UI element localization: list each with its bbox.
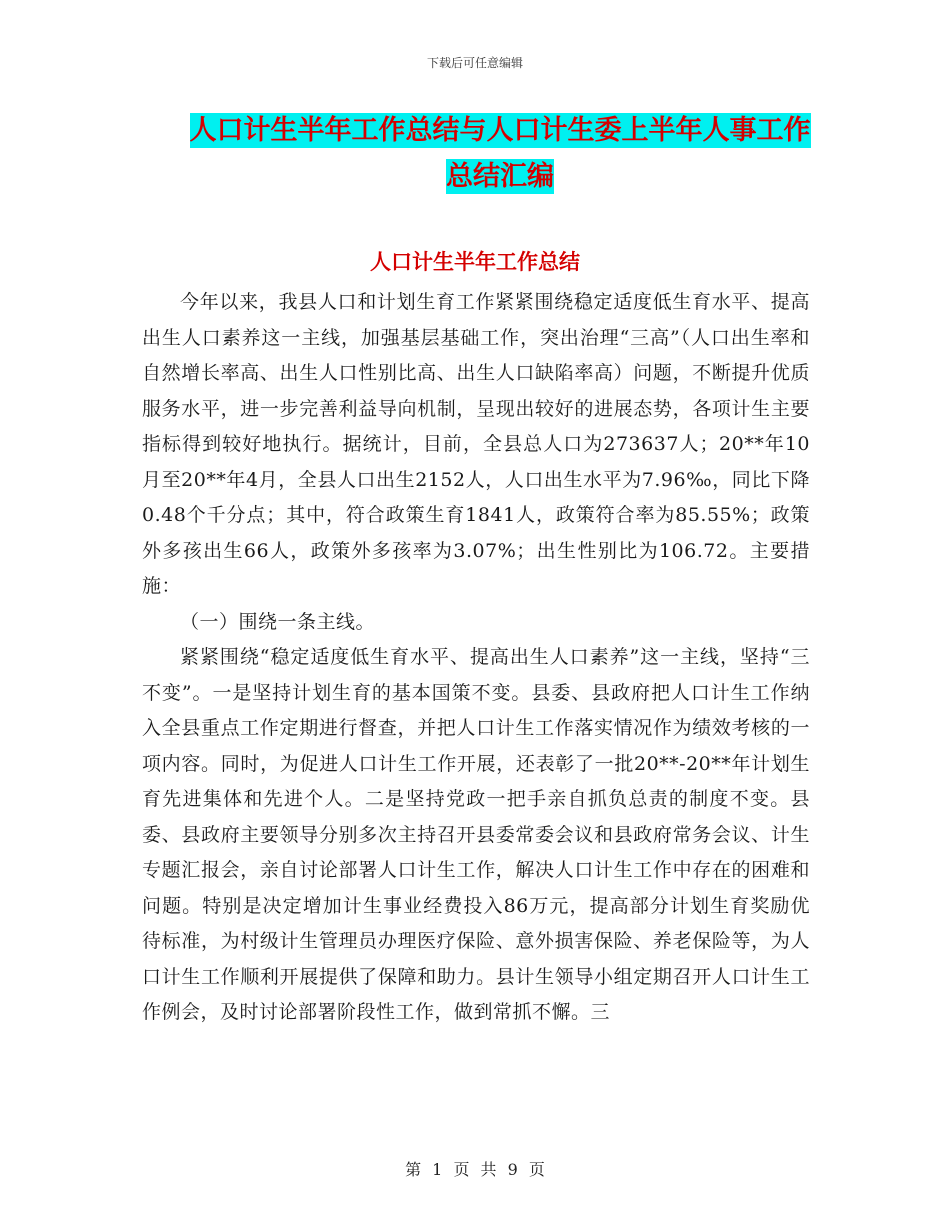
paragraph-main-line: 紧紧围绕“稳定适度低生育水平、提高出生人口素养”这一主线，坚持“三不变”。一是坚持计划生育的基本国策不变。县委、县政府把人口计生工作纳入全县重点工作定期进行督查，并把人口计生工作落实情况作为绩效考核的一项内容。同时，为促进人口计生工作开展，还表彰了一批20**-20**年计划生育先进集体和先进个人。二是坚持党政一把手亲自抓负总责的制度不变。县委、县政府主要领导分别多次主持召开县委常委会议和县政府常务会议、计生专题汇报会，亲自讨论部署人口计生工作，解决人口计生工作中存在的困难和问题。特别是决定增加计生事业经费投入86万元，提高部分计划生育奖励优待标准，为村级计生管理员办理医疗保险、意外损害保险、养老保险等，为人口计生工作顺利开展提供了保障和助力。县计生领导小组定期召开人口计生工作例会，及时讨论部署阶段性工作，做到常抓不懈。三 bbox=[142, 646, 810, 1023]
section-title: 人口计生半年工作总结 bbox=[370, 250, 580, 274]
document-title-line-1: 人口计生半年工作总结与人口计生委上半年人事工作 bbox=[189, 115, 811, 146]
document-title bbox=[140, 108, 860, 200]
document-title-line-2: 总结汇编 bbox=[446, 161, 554, 192]
document-body bbox=[142, 285, 810, 1031]
paragraph-subheading: （一）围绕一条主线。 bbox=[180, 610, 376, 633]
page-header-note: 下载后可任意编辑 bbox=[426, 56, 523, 70]
paragraph-intro: 今年以来，我县人口和计划生育工作紧紧围绕稳定适度低生育水平、提高出生人口素养这一主线，加强基层基础工作，突出治理“三高”（人口出生率和自然增长率高、出生人口性别比高、出生人口缺陷率高）问题，不断提升优质服务水平，进一步完善利益导向机制，呈现出较好的进展态势，各项计生主要指标得到较好地执行。据统计，目前，全县总人口为273637人；20**年10月至20**年4月，全县人口出生2152人，人口出生水平为7.96‰，同比下降0.48个千分点；其中，符合政策生育1841人，政策符合率为85.55%；政策外多孩出生66人，政策外多孩率为3.07%；出生性别比为106.72。主要措施： bbox=[142, 291, 810, 597]
page-footer: 第 1 页 共 9 页 bbox=[405, 1160, 545, 1179]
